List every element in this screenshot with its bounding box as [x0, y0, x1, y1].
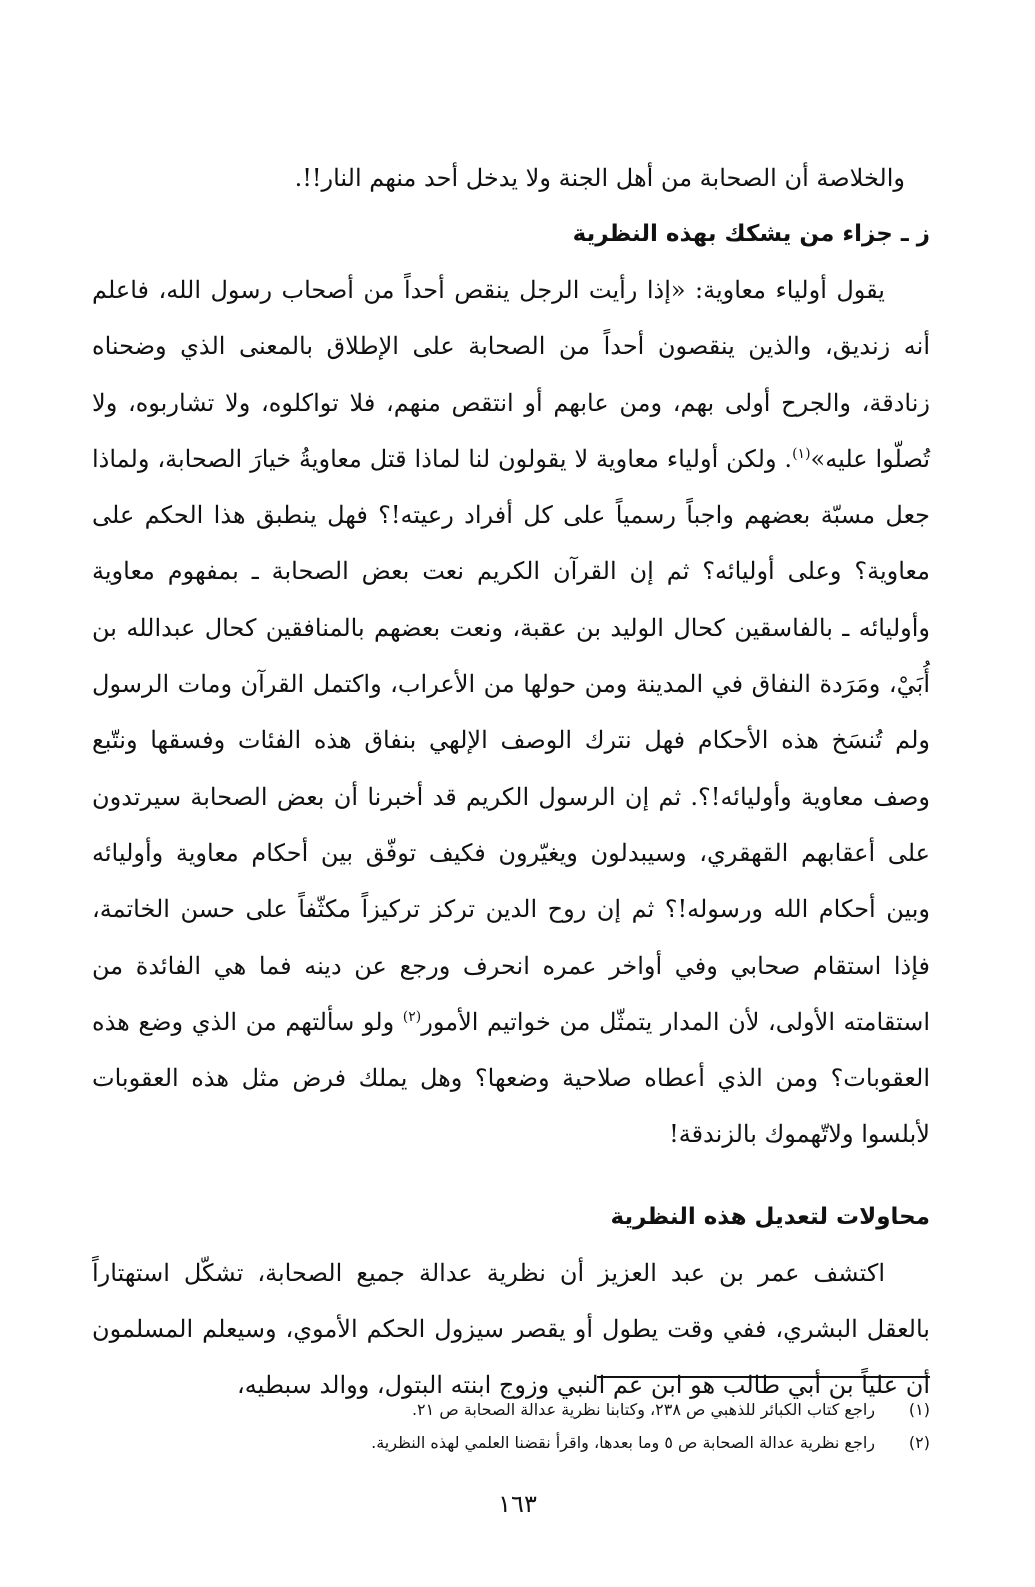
footnote-ref-1[interactable]: (١): [792, 445, 811, 462]
section-heading-attempts: محاولات لتعديل هذه النظرية: [610, 1203, 930, 1230]
page-number: ١٦٣: [498, 1490, 537, 1518]
footnote-text: راجع كتاب الكبائر للذهبي ص ٢٣٨، وكتابنا نظرية عدالة الصحابة ص ٢١.: [411, 1400, 875, 1419]
footnote-number: (٢): [908, 1433, 930, 1452]
section-heading-punishment: ز ـ جزاء من يشكك بهذه النظرية: [572, 221, 930, 247]
paragraph-part-1: يقول أولياء معاوية: «إذا رأيت الرجل ينقص أحداً من أصحاب رسول الله، فاعلم أنه زنديق، والذين ينقصون أحداً من الصحابة على الإطلاق بالمعنى الذي وضحناه زنادقة، والجرح أولى بهم، ومن عابهم أو انتقص منهم، فلا تواكلوه، ولا تشاربوه، ولا تُصلّوا عليه»: [92, 276, 930, 473]
footnote-number: (١): [908, 1400, 930, 1419]
footnote-text: راجع نظرية عدالة الصحابة ص ٥ وما بعدها، واقرأ نقضنا العلمي لهذه النظرية.: [371, 1433, 875, 1452]
footnote: [120, 1393, 930, 1426]
footnote-ref-2[interactable]: (٢): [402, 1008, 422, 1025]
conclusion-line: والخلاصة أن الصحابة من أهل الجنة ولا يدخل أحد منهم النار!!.: [294, 164, 905, 192]
paragraph-attempts: اكتشف عمر بن عبد العزيز أن نظرية عدالة جميع الصحابة، تشكّل استهتاراً بالعقل البشري، ففي وقت يطول أو يقصر سيزول الحكم الأموي، وسيعلم المسلمون أن علياً بن أبي طالب هو ابن عم النبي وزوج ابنته البتول، ووالد سبطيه،: [92, 1258, 930, 1400]
main-text: [92, 150, 930, 1414]
paragraph-punishment: [92, 262, 930, 1163]
footnote: [120, 1426, 930, 1459]
paragraph-part-3: ولو سألتهم من الذي وضع هذه العقوبات؟ ومن الذي أعطاه صلاحية وضعها؟ وهل يملك فرض مثل هذه العقوبات لأبلسوا ولاتّهموك بالزندقة!: [92, 1007, 930, 1149]
footnote-divider: [597, 1376, 930, 1378]
footnotes: [120, 1393, 930, 1459]
section-gap: [92, 1163, 930, 1189]
paragraph-part-2: . ولكن أولياء معاوية لا يقولون لنا لماذا قتل معاويةُ خيارَ الصحابة، ولماذا جعل مسبّة بعضهم واجباً رسمياً على كل أفراد رعيته!؟ فهل ينطبق هذا الحكم على معاوية؟ وعلى أوليائه؟ ثم إن القرآن الكريم نعت بعض الصحابة ـ بمفهوم معاوية وأوليائه ـ بالفاسقين كحال الوليد بن عقبة، ونعت بعضهم بالمنافقين كحال عبدالله بن أُبَيْ، ومَرَدة النفاق في المدينة ومن حولها من الأعراب، واكتمل القرآن ومات الرسول ولم تُنسَخ هذه الأحكام فهل نترك الوصف الإلهي بنفاق هذه الفئات وفسقها ونتّبع وصف معاوية وأوليائه!؟. ثم إن الرسول الكريم قد أخبرنا أن بعض الصحابة سيرتدون على أعقابهم القهقري، وسيبدلون ويغيّرون فكيف توفّق بين أحكام معاوية وأوليائه وبين أحكام الله ورسوله!؟ ثم إن روح الدين تركز تركيزاً مكثّفاً على حسن الخاتمة، فإذا استقام صحابي وفي أواخر عمره انحرف ورجع عن دينه فما هي الفائدة من استقامته الأولى، لأن المدار يتمثّل من خواتيم الأمور: [92, 444, 930, 1036]
